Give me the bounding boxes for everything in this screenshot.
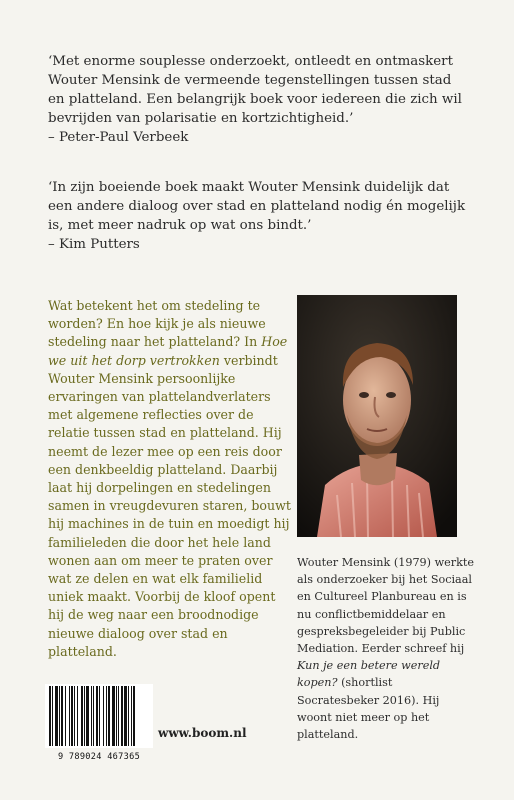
- bio-text-start: Wouter Mensink (1979) werkte als onderzoeker bij het Sociaal en Cultureel Planbureau en is nu conflictbemiddelaar en gespreksbegeleider bij Public Mediation. Eerder schreef hij: [297, 556, 475, 656]
- isbn-barcode: [45, 684, 153, 748]
- author-bio: [297, 554, 477, 743]
- author-photo: [297, 295, 457, 537]
- quote-line: Wouter Mensink de vermeende tegenstellingen tussen stad: [48, 73, 452, 88]
- quote-line: is, met meer nadruk op wat ons bindt.’: [48, 218, 312, 233]
- publisher-website[interactable]: www.boom.nl: [158, 726, 247, 740]
- blurb-text-start: Wat betekent het om stedeling te worden? En hoe kijk je als nieuwe stedeling naar het platteland? In: [48, 298, 266, 350]
- quote-line: een andere dialoog over stad en platteland nodig én mogelijk: [48, 199, 466, 214]
- quote-line: en platteland. Een belangrijk boek voor iedereen die zich wil: [48, 92, 462, 107]
- quote-author: – Kim Putters: [48, 237, 140, 252]
- book-title: Hoe we uit het dorp vertrokken: [48, 334, 288, 368]
- quote-verbeek: [48, 52, 478, 147]
- previous-book-title: Kun je een betere wereld kopen?: [297, 659, 441, 690]
- quote-author: – Peter-Paul Verbeek: [48, 130, 189, 145]
- quote-line: ‘Met enorme souplesse onderzoekt, ontleedt en ontmaskert: [48, 54, 453, 69]
- isbn-number: 9 789024 467365: [57, 752, 141, 762]
- quote-putters: [48, 178, 478, 254]
- blurb-text-end: verbindt Wouter Mensink persoonlijke ervaringen van plattelandverlaters met algemene reflecties over de relatie tussen stad en platteland. Hij neemt de lezer mee op een reis door een denkbeeldig platteland. Daarbij laat hij dorpelingen en stedelingen samen in vreugdevuren staren, bouwt hij machines in de tuin en moedigt hij familieleden die door het hele land wonen aan om meer te praten over wat ze delen en wat elk familielid uniek maakt. Voorbij de kloof opent hij de weg naar een broodnodige nieuwe dialoog over stad en platteland.: [48, 352, 291, 659]
- book-blurb: [48, 297, 293, 661]
- quote-line: ‘In zijn boeiende boek maakt Wouter Mensink duidelijk dat: [48, 180, 450, 195]
- quote-line: bevrijden van polarisatie en kortzichtigheid.’: [48, 111, 354, 126]
- bio-text-end: (shortlist Socratesbeker 2016). Hij woont niet meer op het platteland.: [297, 676, 440, 742]
